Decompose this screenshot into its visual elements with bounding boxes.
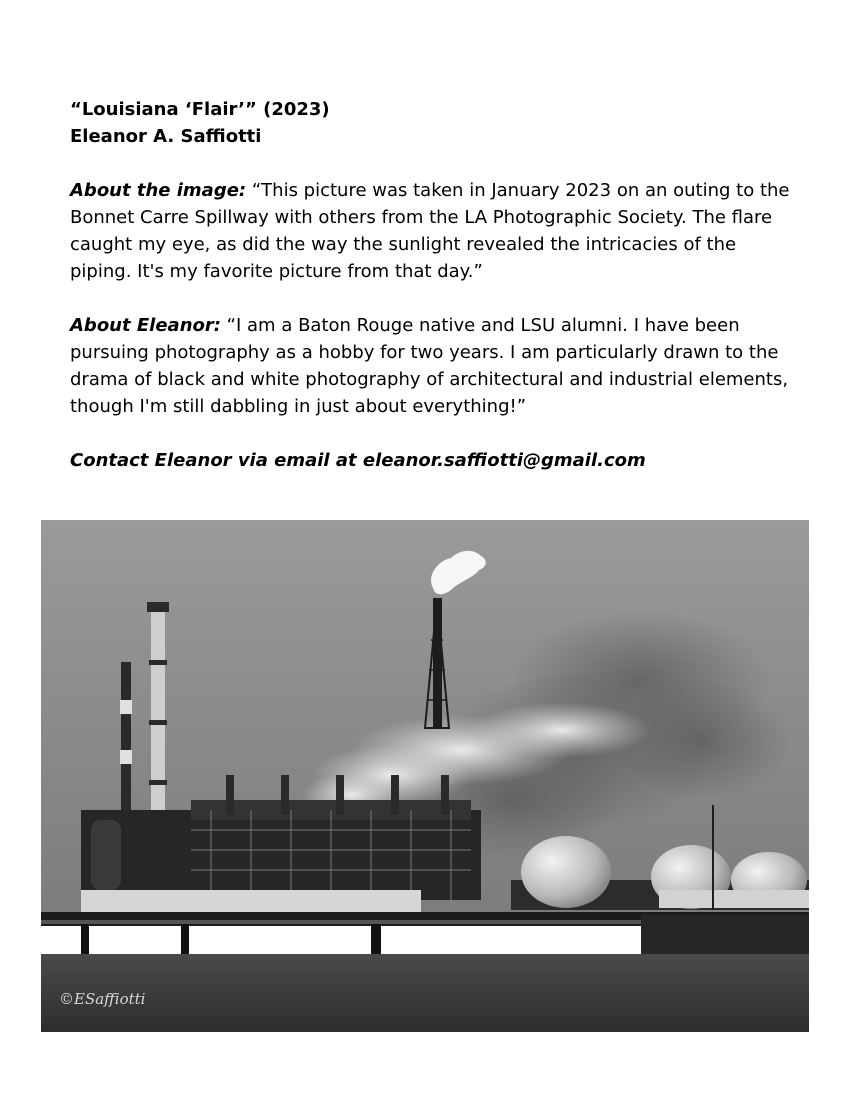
- water: [41, 954, 809, 1032]
- about-image-text: “This picture was taken in January 2023 on an outing to the Bonnet Carre Spillway with others from the LA Photographic Society. The flare caught my eye, as did the way the sunlight revealed the intricacies of the piping. It's my favorite picture from that day.”: [70, 180, 790, 282]
- about-artist-text: “I am a Baton Rouge native and LSU alumni. I have been pursuing photography as a hobby for two years. I am particularly drawn to the drama of black and white photography of architectural and industrial elements, though I'm still dabbling in just about everything!”: [70, 315, 789, 417]
- about-artist-label: About Eleanor:: [70, 315, 221, 336]
- about-image-paragraph: [70, 177, 790, 285]
- caption-block: [70, 96, 790, 474]
- refinery-photograph: [41, 520, 809, 1032]
- about-image-label: About the image:: [70, 180, 247, 201]
- artist-name: Eleanor A. Saffiotti: [70, 126, 262, 147]
- photo-watermark: ©ESaffiotti: [59, 990, 146, 1008]
- artwork-title: “Louisiana ‘Flair’” (2023): [70, 99, 330, 120]
- contact-line: Contact Eleanor via email at eleanor.saffiotti@gmail.com: [70, 450, 646, 471]
- about-artist-paragraph: [70, 312, 790, 420]
- shoreline: [41, 912, 809, 955]
